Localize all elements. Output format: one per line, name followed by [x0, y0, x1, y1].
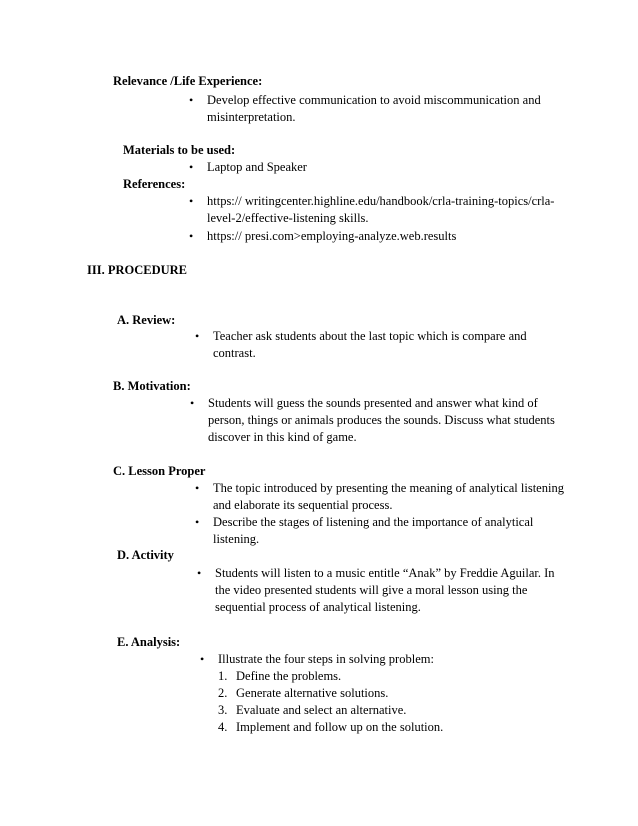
bullet-icon: • [195, 329, 200, 343]
analysis-heading: E. Analysis: [117, 635, 181, 649]
motivation-heading: B. Motivation: [113, 379, 191, 393]
lesson-1-line-2: and elaborate its sequential process. [213, 498, 393, 512]
lesson-1-line-1: The topic introduced by presenting the meaning of analytical listening [213, 481, 564, 495]
review-line-2: contrast. [213, 346, 256, 360]
review-heading: A. Review: [117, 313, 176, 327]
analysis-step-4 [218, 719, 443, 736]
motivation-line-2: person, things or animals produces the sounds. Discuss what students [208, 413, 555, 427]
analysis-step-3 [218, 702, 406, 719]
bullet-icon: • [195, 481, 200, 495]
lesson-2-line-1: Describe the stages of listening and the importance of analytical [213, 515, 534, 529]
analysis-line-1: Illustrate the four steps in solving problem: [218, 652, 434, 666]
activity-line-2: the video presented students will give a moral lesson using the [215, 583, 528, 597]
step-number: 1. [218, 669, 228, 683]
relevance-heading: Relevance /Life Experience: [113, 74, 263, 88]
step-number: 2. [218, 686, 228, 700]
step-text: Generate alternative solutions. [236, 686, 389, 700]
activity-heading: D. Activity [117, 548, 174, 562]
bullet-icon: • [189, 160, 194, 174]
activity-line-1: Students will listen to a music entitle “Anak” by Freddie Aguilar. In [215, 566, 555, 580]
bullet-icon: • [190, 396, 195, 410]
review-line-1: Teacher ask students about the last topic which is compare and [213, 329, 527, 343]
reference-1-line-2[interactable]: level-2/effective-listening skills. [207, 211, 369, 225]
reference-2-line-1[interactable]: https:// presi.com>employing-analyze.web.results [207, 229, 457, 243]
bullet-icon: • [195, 515, 200, 529]
bullet-icon: • [189, 194, 194, 208]
relevance-line-2: misinterpretation. [207, 110, 296, 124]
lesson-2-line-2: listening. [213, 532, 260, 546]
references-heading: References: [123, 177, 186, 191]
analysis-step-1 [218, 668, 341, 685]
bullet-icon: • [197, 566, 202, 580]
motivation-line-3: discover in this kind of game. [208, 430, 357, 444]
step-text: Implement and follow up on the solution. [236, 720, 444, 734]
relevance-line-1: Develop effective communication to avoid miscommunication and [207, 93, 541, 107]
step-text: Define the problems. [236, 669, 342, 683]
bullet-icon: • [200, 652, 205, 666]
reference-1-line-1[interactable]: https:// writingcenter.highline.edu/handbook/crla-training-topics/crla- [207, 194, 555, 208]
motivation-line-1: Students will guess the sounds presented and answer what kind of [208, 396, 538, 410]
materials-heading: Materials to be used: [123, 143, 236, 157]
bullet-icon: • [189, 229, 194, 243]
step-number: 3. [218, 703, 228, 717]
step-number: 4. [218, 720, 228, 734]
bullet-icon: • [189, 93, 194, 107]
procedure-heading: III. PROCEDURE [87, 263, 188, 277]
analysis-step-2 [218, 685, 388, 702]
activity-line-3: sequential process of analytical listening. [215, 600, 421, 614]
lesson-proper-heading: C. Lesson Proper [113, 464, 206, 478]
materials-line-1: Laptop and Speaker [207, 160, 307, 174]
step-text: Evaluate and select an alternative. [236, 703, 407, 717]
